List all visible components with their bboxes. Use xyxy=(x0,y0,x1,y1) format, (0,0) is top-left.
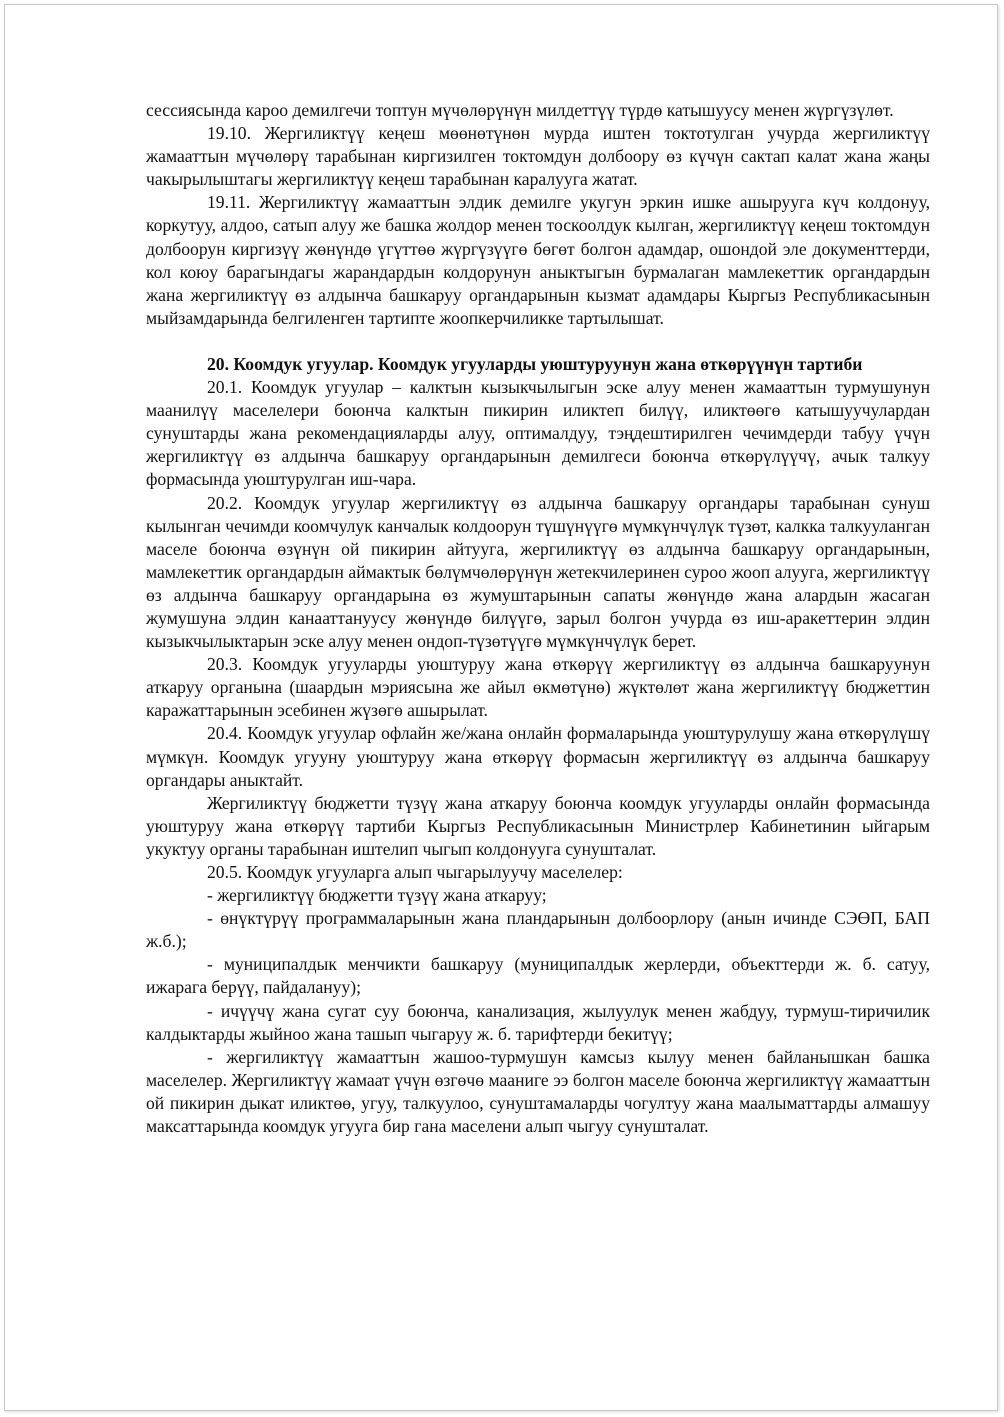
document-body xyxy=(146,99,930,1138)
paragraph-20-4: 20.4. Коомдук угуулар офлайн же/жана онлайн формаларында уюштурулушу жана өткөрүлүшү мүмкүн. Коомдук угууну уюштуруу жана өткөрүү формасын жергиликтүү өз алдынча башкаруу органдары аныктайт. xyxy=(146,723,930,790)
list-item: - ичүүчү жана сугат суу боюнча, канализация, жылуулук менен жабдуу, турмуш-тиричилик калдыктарды жыйноо жана ташып чыгаруу ж. б. тарифтерди бекитүү; xyxy=(146,1000,930,1044)
paragraph-20-5: 20.5. Коомдук угууларга алып чыгарылуучу маселелер: xyxy=(207,862,623,882)
paragraph-19-11: 19.11. Жергиликтүү жамааттын элдик демилге укугун эркин ишке ашырууга күч колдонуу, коркутуу, алдоо, сатып алуу же башка жолдор менен тоскоолдук кылган, жергиликтүү кеңеш токтомдун долбоорун киргизүү жөнүндө үгүттөө жүргүзүүгө бөгөт болгон адамдар, ошондой эле документтерди, кол коюу барагындагы жарандардын колдорунун аныктыгын бурмалаган мамлекеттик органдардын жана жергиликтүү өз алдынча башкаруу органдарынын кызмат адамдары Кыргыз Республикасынын мыйзамдарында белгиленген тартипте жоопкерчиликке тартылышат. xyxy=(146,192,930,328)
paragraph-19-10: 19.10. Жергиликтүү кеңеш мөөнөтүнөн мурда иштен токтотулган учурда жергиликтүү жамааттын мүчөлөрү тарабынан киргизилген токтомдун долбоору өз күчүн сактап калат жана жаңы чакырылыштагы жергиликтүү кеңеш тарабынан каралууга жатат. xyxy=(146,123,930,190)
paragraph-20-1: 20.1. Коомдук угуулар – калктын кызыкчылыгын эске алуу менен жамааттын турмушунун маанилүү маселелери боюнча калктын пикирин иликтеп билүү, иликтөөгө катышуучулардан сунуштарды жана рекомендацияларды алуу, оптималдуу, тэңдештирилген чечимдерди табуу үчүн жергиликтүү өз алдынча башкаруу органдарынын демилгеси боюнча өткөрүлүүчү, ачык талкуу формасында уюштурулган иш-чара. xyxy=(146,377,930,490)
paragraph-20-4-online: Жергиликтүү бюджетти түзүү жана аткаруу боюнча коомдук угууларды онлайн формасында уюштуруу жана өткөрүү тартиби Кыргыз Республикасынын Министрлер Кабинетинин ыйгарым укуктуу органы тарабынан иштелип чыгып колдонууга сунушталат. xyxy=(146,792,930,859)
paragraph-continuation: сессиясында кароо демилгечи топтун мүчөлөрүнүн милдеттүү түрдө катышуусу менен жүргүзүлөт. xyxy=(146,100,894,120)
paragraph-20-2: 20.2. Коомдук угуулар жергиликтүү өз алдынча башкаруу органдары тарабынан сунуш кылынган чечимди коомчулук канчалык колдоорун түшүнүүгө мүмкүнчүлүк түзөт, калкка талкууланган маселе боюнча өзүнүн ой пикирин айтууга, жергиликтүү өз алдынча башкаруу органдарынын, мамлекеттик органдардын аймактык бөлүмчөлөрүнүн жетекчилеринен суроо жооп алууга, жергиликтүү өз алдынча башкаруу органдарына өз жумуштарынын сапаты жөнүндө жана алардын жасаган жумушуна элдин канааттануусу жөнүндө билүүгө, зарыл болгон учурда өз иш-аракеттерин элдин кызыкчылыктарын эске алуу менен ондоп-түзөтүүгө мүмкүнчүлүк берет. xyxy=(146,492,930,652)
list-item: - жергиликтүү жамааттын жашоо-турмушун камсыз кылуу менен байланышкан башка маселелер. Жергиликтүү жамаат үчүн өзгөчө мааниге ээ болгон маселе боюнча жергиликтүү жамааттын ой пикирин дыкат иликтөө, угуу, талкуулоо, сунуштамаларды чогултуу жана маалыматтарды алмашуу максаттарында коомдук угууга бир гана маселени алып чыгуу сунушталат. xyxy=(146,1046,930,1137)
list-item: - жергиликтүү бюджетти түзүү жана аткаруу; xyxy=(207,885,547,906)
section-heading-20: 20. Коомдук угуулар. Коомдук угууларды уюштуруунун жана өткөрүүнүн тартиби xyxy=(207,353,863,374)
list-item: - өнүктүрүү программаларынын жана пландарынын долбоорлору (анын ичинде СЭӨП, БАП ж.б.); xyxy=(146,908,930,952)
paragraph-20-3: 20.3. Коомдук угууларды уюштуруу жана өткөрүү жергиликтүү өз алдынча башкаруунун аткаруу органына (шаардын мэриясына же айыл өкмөтүнө) жүктөлөт жана жергиликтүү бюджеттин каражаттарынын эсебинен жүзөгө ашырылат. xyxy=(146,654,930,721)
list-item: - муниципалдык менчикти башкаруу (муниципалдык жерлерди, объекттерди ж. б. сатуу, ижарага берүү, пайдалануу); xyxy=(146,954,930,998)
